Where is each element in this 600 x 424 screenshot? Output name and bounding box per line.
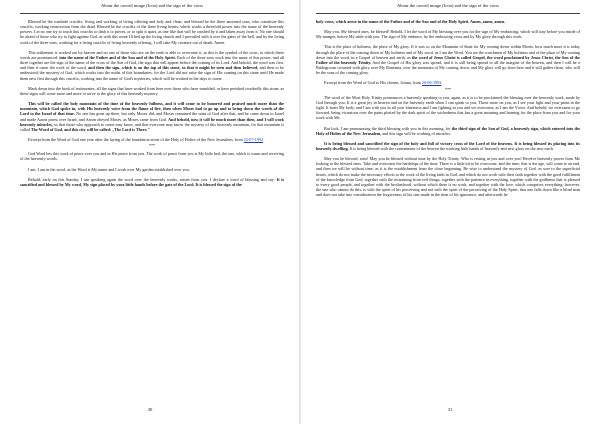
bold-text: It is sanctified and blessed by My word, My sign placed by your little hands before the gate of the Lord. It is blessed the sign of the [20,176,284,187]
left-page-body [20,19,284,187]
text-run: I am. I am in the word, as the Word is My name and I work over My garden established over you. [28,166,190,172]
text-run: May you be blessed, sons! May you be blessed without time by the Holy Trinity. Who is resting in you and over you! Receive heavenly power from Me looking to the blessed ones. Take and overcome the hardships of the time. There is a little bit to be overcome, and the time, that is the age, will come to an end, and then we will be without time, as it is the establishment from the close beginning. Be wise to understand the mystery of God, as woe to the superficial hearts, which do not make the necessary efforts to the work of the living faith in God, and which do not work with their faith together with the good fulfillment of the knowledge from God, together with the restraining from evil things, together with the patience in everything, together with the godliness that is pleased to every good people, and together with the brotherhood, without which there is no work, and together with the love, which comprises everything; however, the one who cannot do this, is with the spirit of his perceiving and not with the spirit of the perceiving of the Holy Spirit; that one falls down like a blind man and does not take into consideration the forgiveness of his sins made in the time of his ignorance, and afterwards he [316,156,580,198]
paragraph [316,80,580,85]
text-run: Each of the three sons work into the name of this power, and all three together are the sign of the name of the cross of the Son of God, the sign that will appear before the coming of its Lord. And behold, the word was first, and then it came the work of the word, [20,54,285,71]
left-page-header: About the carved image (Icon) and the sign of the cross [20,0,284,14]
text-run: so that those who approach to come may know, and that everyone may know the mystery of this heavenly mountain, for this mountain is called [20,121,284,132]
bold-text: This will be called the holy mountain of the time of the heavenly fullness, and it will come to be honored and praised much more than the mountain, which God spoke in, with His heavenly voice from the flame of fire, then when Moses had to go up and to bring down the words of the Lord to the Israel of that time. [20,101,284,117]
text-run: . [441,80,443,86]
paragraph [316,19,580,24]
paragraph [20,137,284,142]
text-run: Excerpt from the Word of God one year after the laying of the foundation stone of the Holy of Holies of the New Jerusalem, from [28,136,244,142]
text-run: Excerpt from the Word of God to His chosen, Iviana, from [324,80,422,86]
bold-text: The Word of God, and this city will be called: „The Lord is There." [30,126,150,132]
text-run: and then to be understood the mystery of God, which works into the midst of this boundaries, for the Lord did not raise the sign of His coming on this stone until He made them new first through this crucifix, working into the name of God's mysteries, which will be worked in the days to come. [20,65,284,81]
bold-text: And behold, now it will be much more than then, and I will work heavenly miracles, [20,116,284,127]
text-run: It is being blessed with the contentment of the heaven the working little hands of heavenly and new glory on the new earth. [348,145,554,151]
date-link[interactable]: 20-06-1993 [421,80,442,86]
text-run: Behold, early on this Sunday, I am speaking again the word over the heavenly works, arisen from you. I declare a word of blessing and say: [28,176,277,182]
paragraph [316,29,580,39]
section-divider-stars: *** [148,143,156,149]
right-page [300,0,600,424]
paragraph [316,126,580,136]
text-run: This is the place of holiness, the place of My glory. If it was so on the Mountain of Sinai for My coming down within Moses, how much more it is today through the place of the coming down of My holiness and of My word, as I am the Word. You are the watchmen of My holiness and of the place of My coming down into the word, in a Gospel of heaven and earth, as [316,44,580,60]
bold-text: the third sign of the Son of God, a heavenly sign, which entered into the Holy of Holies of the New Jerusalem, [316,125,580,136]
bold-text: the word of Jesus Christ is called Gospel, the word proclaimed by Jesus Christ, the Son of the Father of the heavenly Trinity. [316,54,581,65]
text-run: The word of the Most Holy Trinity pronounces a heavenly speaking to you, again, as it is to be proclaimed the blessing over the heavenly work, made by God through you. It is a great joy in heaven and on the heavenly earth when I can speak to you. Those more on you, as I see your fight and your pains in the fight. It hurts My body, and I am with you in all your bitterness and I am fighting in you and we overcome, as I am the Victor. And behold, we overcame to go forward, being victorious over the pains plotted by the dark spirit of the wickedness that has a great moaning and burning for the place from you and for your work with Me. [316,94,580,121]
paragraph [20,19,284,45]
right-page-body [316,19,580,197]
paragraph [20,151,284,161]
section-divider-stars: *** [444,86,452,92]
left-page-number: 30 [147,407,153,412]
paragraph [20,177,284,187]
text-run: and this sign will be working of miracles. [381,130,452,136]
text-run: Mark down into the book of testimonies, all the signs that have worked from here over those who have stumbled, or have perished crookedly this stone, as these signs will come more and more to serve to the glory of this heavenly mystery. [20,85,284,96]
paragraph [20,101,284,132]
bold-text: and then the sign, which is on the top of this stone, so that it might be seen and then believed, [88,65,259,71]
paragraph [316,95,580,121]
paragraph [20,167,284,172]
text-run: God Word lets this work of peace over you and in His peace from you. The work of peace from you is My little bed, the one, which is warm and receiving of the heavenly words. [20,151,284,162]
paragraph [20,86,284,96]
paragraph [20,50,284,81]
bold-text: holy cross, which arose in the name of the Father and of the Son and of the Holy Spirit. Amen, amen, amen. [316,19,506,24]
text-run: But look, I am pronouncing the third blessing with you in this morning, for [324,125,452,131]
bold-text: It is being blessed and sanctified the sign of the holy and full of victory cross of the Lord of the heavens. It is being blessed its placing into its heavenly dwelling. [316,140,580,151]
text-run: And the Gospel of His glory was spread, and it is still being spread to all the margins of the heaven, and then I will be a Bridegroom crowned with glory over My Romania, over the mountain of My coming down, and My glory will go from here and it will gather those, who will be the sons of the coming glory. [316,59,580,76]
text-run: Blessed be the roadside crucifix, living and working of living offering and holy and clean, and blessed be the three anointed sons, who constitute this crucifix, working resurrection from the dead. Blessed be the crucifix of the three living hearts, which works a threefold power into the name of the heavenly powers. Let no one try to touch this crucifix to dash it to pieces, or to split it apart, as one like that will be crushed by it and taken away from it. No one should be afraid of those who try to fight against God, as with this stone I lifted up the living church and I prevailed with it over the gates of the hell, and by the living work of the three sons, working for a living crucifix of living heavenly offering, I will take My creature out of death. Amen. [20,19,284,45]
text-run: This settlement is worked out by heaven and no one of those who are on the earth is able to overcome it, as this is the symbol of the cross, to which these words are pronounced: [20,49,284,60]
text-run: May you, My blessed ones, be blessed! Behold, I let the word of My blessing over you for the sign of My embracing, which will stay before you inside of My manger, before My table with you. The sign of My embrace, by the embracing cross and by My glory through this work. [316,29,580,40]
paragraph [316,156,580,197]
paragraph [316,141,580,151]
text-run: No one has gone up there, but only Moses did, and Moses remained the saint of God after that, and he came down to Israel and made Aaron priest over Israel, and Aaron obeyed Moses, as Moses came from God. [20,111,285,122]
date-link[interactable]: 22-07-1992 [243,136,264,142]
text-run: . [263,136,265,142]
paragraph [316,44,580,75]
bold-text: into the name of the Father and of the Son and of the Holy Spirit. [59,54,176,60]
right-page-header: About the carved image (Icon) and the sign of the cross [316,0,580,14]
right-page-number: 31 [447,407,453,412]
